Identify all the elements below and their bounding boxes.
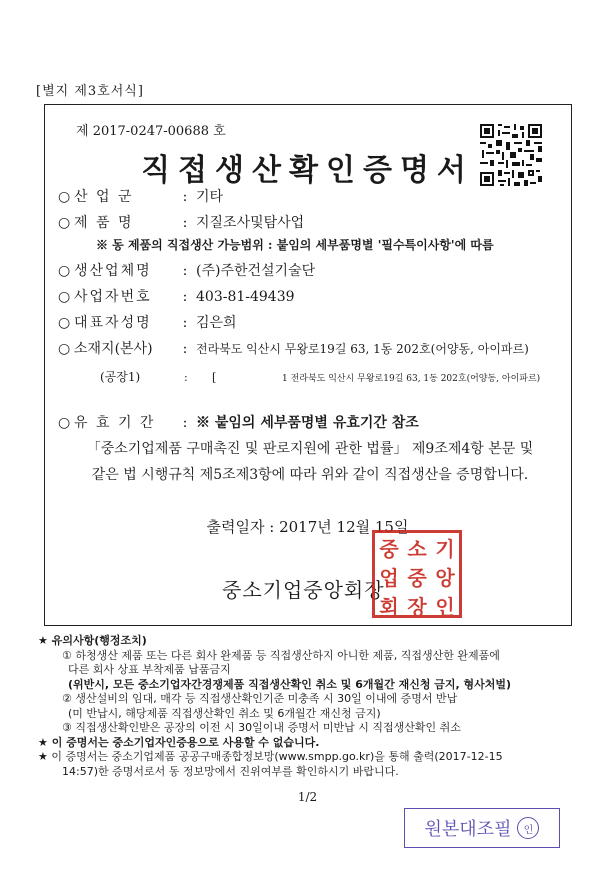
seal-character: 중: [407, 566, 427, 590]
bullet: ○: [58, 315, 71, 331]
field-ceo: [58, 312, 237, 332]
field-value-secondary: 1 전라북도 익산시 무왕로19길 63, 1동 202호(어양동, 아이파르): [282, 374, 541, 384]
field-value: 지질조사및탐사업: [196, 215, 305, 231]
colon: :: [182, 215, 188, 231]
colon: :: [182, 341, 188, 357]
note-item: (위반시, 모든 중소기업자간경쟁제품 직접생산확인 취소 및 6개월간 재신청 금지, 형사처벌): [68, 677, 512, 691]
field-value: 전라북도 익산시 무왕로19길 63, 1동 202호(어양동, 아이파르): [196, 342, 529, 356]
seal-character: 업: [379, 566, 399, 590]
colon: :: [184, 371, 188, 384]
field-value: (주)주한건설기술단: [196, 263, 316, 279]
certificate-number: 제 2017-0247-00688 호: [76, 124, 226, 139]
field-value: [: [212, 371, 217, 384]
seal-character: 기: [435, 537, 455, 561]
field-value: 기타: [196, 189, 224, 205]
field-address: [58, 338, 529, 358]
note-item: ② 생산설비의 임대, 매각 등 직접생산확인기준 미충족 시 30일 이내에 증명서 반납: [62, 692, 458, 705]
field-label: (공장1): [100, 370, 141, 384]
seal-character: 장: [407, 595, 427, 619]
bullet: ○: [58, 189, 71, 205]
issuer-name: 중소기업중앙회장: [222, 578, 385, 602]
bullet: ○: [58, 289, 71, 305]
stamp-text: 원본대조필: [424, 819, 512, 840]
note-item: ① 하청생산 제품 또는 다른 회사 완제품 등 직접생산하지 아니한 제품, 직접생산한 완제품에: [62, 648, 500, 662]
field-industry: [58, 186, 223, 206]
colon: :: [182, 189, 188, 205]
field-label: 소재지(본사): [74, 341, 153, 357]
seal-character: 인: [435, 595, 455, 619]
seal-character: 소: [407, 537, 427, 561]
colon: :: [182, 415, 188, 431]
bullet: ○: [58, 341, 71, 357]
field-manufacturer: [58, 260, 315, 280]
colon: :: [182, 263, 188, 279]
field-factory: [100, 368, 540, 385]
field-label: 대표자성명: [74, 315, 152, 331]
seal-character: 회: [379, 595, 399, 619]
page-title: 직접생산확인증명서: [141, 153, 474, 188]
field-business-number: [58, 286, 295, 306]
field-validity: [58, 412, 419, 432]
certification-statement: [60, 436, 560, 488]
field-product: [58, 212, 304, 232]
note-item: ★ 이 증명서는 중소기업제품 공공구매종합정보망(www.smpp.go.kr)을 통해 출력(2017-12-15: [38, 750, 503, 763]
field-label: 유 효 기 간: [74, 415, 156, 431]
seal-character: 앙: [435, 566, 455, 590]
official-seal: [372, 530, 462, 618]
scope-note: ※ 동 제품의 직접생산 가능범위 : 붙임의 세부품명별 '필수특이사항'에 따름: [96, 238, 494, 252]
colon: :: [182, 289, 188, 305]
seal-character: 중: [379, 537, 399, 561]
note-item: ③ 직접생산확인받은 공장의 이전 시 30일이내 증명서 미반납 시 직접생산확인 취소: [62, 721, 461, 734]
original-copy-stamp: [404, 808, 560, 848]
issue-date: 출력일자 : 2017년 12월 15일: [206, 518, 409, 536]
form-tag: [별지 제3호서식]: [36, 84, 144, 99]
stamp-circle: 인: [517, 817, 539, 839]
field-label: 제 품 명: [74, 215, 134, 231]
field-value: 403-81-49439: [196, 289, 295, 305]
field-value: ※ 붙임의 세부품명별 유효기간 참조: [196, 415, 419, 431]
page-number: 1/2: [297, 790, 318, 804]
note-item: 14:57)한 증명서로서 동 정보망에서 진위여부를 확인하시기 바랍니다.: [62, 764, 399, 778]
note-item: ★ 이 증명서는 중소기업자인증용으로 사용할 수 없습니다.: [38, 735, 320, 749]
notes-heading: ★ 유의사항(행정조치): [38, 634, 147, 647]
bullet: ○: [58, 215, 71, 231]
field-label: 생산업체명: [74, 263, 152, 279]
note-item: (미 반납시, 해당제품 직접생산확인 취소 및 6개월간 재신청 금지): [68, 706, 381, 720]
bullet: ○: [58, 263, 71, 279]
bullet: ○: [58, 415, 71, 431]
field-label: 산 업 군: [74, 189, 134, 205]
colon: :: [182, 315, 188, 331]
statement-line: 「중소기업제품 구매촉진 및 판로지원에 관한 법률」 제9조제4항 본문 및: [86, 441, 534, 457]
notes-section: [38, 634, 583, 779]
statement-line: 같은 법 시행규칙 제5조제3항에 따라 위와 같이 직접생산을 증명합니다.: [91, 467, 529, 483]
field-value: 김은희: [196, 315, 237, 331]
note-item: 다른 회사 상표 부착제품 납품금지: [68, 663, 231, 676]
field-label: 사업자번호: [74, 289, 152, 305]
